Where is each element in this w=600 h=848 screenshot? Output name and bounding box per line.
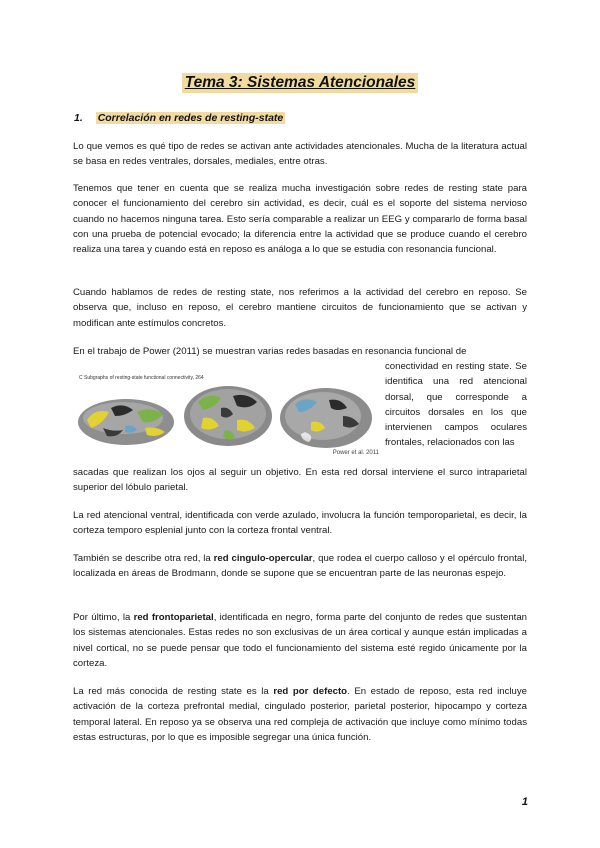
paragraph-8-a: La red más conocida de resting state es la xyxy=(73,686,274,697)
figure-credit: Power et al. 2011 xyxy=(332,450,379,456)
paragraph-5: La red atencional ventral, identificada con verde azulado, involucra la función temporoparietal, es decir, la corteza temporo esplenial junto con la corteza frontal ventral. xyxy=(73,510,527,537)
title-wrap xyxy=(0,73,600,93)
brain-lateral-left xyxy=(78,399,174,445)
paragraph-7-c: , identificada en negro, forma parte del conjunto de redes que sustentan los sistemas atencionales. Estas redes no son exclusivas de un área cortical y aunque están implicadas a nivel cortical, no se puede pensar que todo el funcionamiento del sistema esté regido únicamente por la corteza. xyxy=(73,612,527,669)
red-por-defecto: red por defecto xyxy=(273,686,348,697)
paragraph-4-tail: sacadas que realizan los ojos al seguir un objetivo. En esta red dorsal interviene el surco intraparietal superior del lóbulo parietal. xyxy=(73,467,527,494)
section-number: 1. xyxy=(74,112,83,124)
figure-caption: C Subgraphs of resting-state functional connectivity, 264 xyxy=(79,375,204,381)
brain-images xyxy=(73,372,383,460)
paragraph-4-intro: En el trabajo de Power (2011) se muestran varias redes basadas en resonancia funcional de xyxy=(73,346,467,357)
paragraph-6 xyxy=(73,551,527,582)
red-cingulo-opercular: red cingulo-opercular xyxy=(213,553,313,564)
section-title: Correlación en redes de resting-state xyxy=(97,112,284,124)
brain-medial xyxy=(280,388,372,448)
paragraph-4-wrap: conectividad en resting state. Se identifica una red atencional dorsal, que corresponde a circuitos dorsales en los que intervienen campos oculares frontales, relacionados con las xyxy=(385,361,527,449)
brain-network-figure xyxy=(73,372,383,460)
page-title: Tema 3: Sistemas Atencionales xyxy=(182,73,419,93)
paragraph-6-c: , que rodea el cuerpo calloso y el opérculo frontal, localizada en áreas de Brodmann, donde se supone que se encuentran parte de las neuronas espejo. xyxy=(73,553,527,580)
paragraph-6-a: También se describe otra red, la xyxy=(73,553,214,564)
paragraph-1: Lo que vemos es qué tipo de redes se activan ante actividades atencionales. Mucha de la literatura actual se basa en redes ventrales, dorsales, mediales, entre otras. xyxy=(73,141,527,168)
page-number: 1 xyxy=(521,796,528,808)
paragraph-7-a: Por último, la xyxy=(73,612,134,623)
red-frontoparietal: red frontoparietal xyxy=(133,612,214,623)
section-heading xyxy=(74,112,285,124)
paragraph-2: Tenemos que tener en cuenta que se realiza mucha investigación sobre redes de resting state para conocer el funcionamiento del cerebro sin actividad, es decir, cuál es el soporte del sistema nervioso cuando no hacemos ninguna tarea. Esto sería comparable a realizar un EEG y compararlo de forma basal con una prueba de potencial evocado; la diferencia entre la actividad que se produce cuando el cerebro realiza una tarea y cuando está en reposo es análoga a lo que se estudia con resonancia funcional. xyxy=(73,183,527,256)
paragraph-3: Cuando hablamos de redes de resting state, nos referimos a la actividad del cerebro en reposo. Se observa que, incluso en reposo, el cerebro mantiene circuitos de funcionamiento que se activan y modifican ante estímulos concretos. xyxy=(73,287,527,329)
paragraph-8-c: . En estado de reposo, esta red incluye activación de la corteza prefrontal medial, cingulado posterior, parietal posterior, hipocampo y corteza temporal lateral. En reposo ya se observa una red compleja de activación que incluye como mínimo todas estas estructuras, por lo que es imposible segregar una única función. xyxy=(73,686,527,743)
paragraph-8 xyxy=(73,684,527,745)
paragraph-7 xyxy=(73,610,527,671)
brain-superior xyxy=(184,386,272,446)
